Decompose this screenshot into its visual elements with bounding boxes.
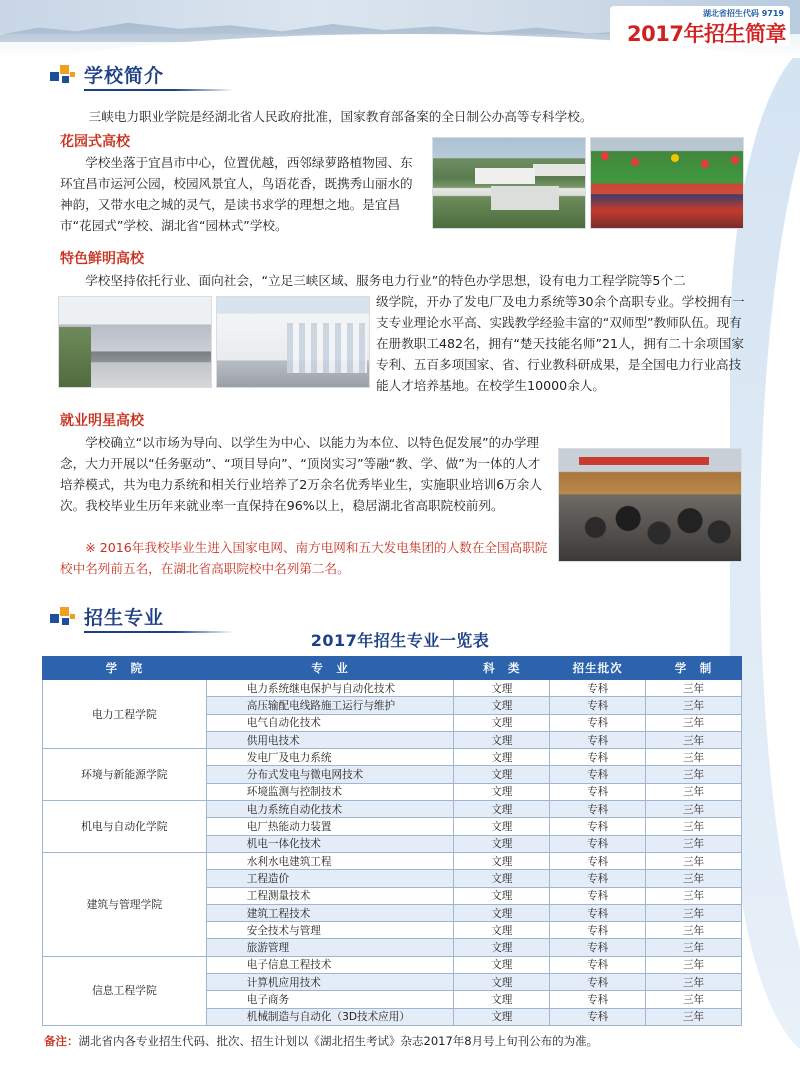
cell-duration: 三年 (646, 680, 742, 697)
cell-major: 工程测量技术 (206, 887, 454, 904)
cell-major: 电子信息工程技术 (206, 956, 454, 973)
garden-paragraph: 学校坐落于宜昌市中心，位置优越，西邻绿萝路植物园、东环宜昌市运河公园，校园风景宜人，鸟语花香，既携秀山丽水的神韵，又带水电之城的灵气，是读书求学的理想之地。是宜昌市“花园式”学校、湖北省“园林式”学校。 (60, 155, 413, 233)
employment-paragraph: 学校确立“以市场为导向、以学生为中心、以能力为本位、以特色促发展”的办学理念，大力开展以“任务驱动”、“项目导向”、“顶岗实习”等融“教、学、做”为一体的人才培养模式，共为电力系统和相关行业培养了2万余名优秀毕业生，实施职业培训6万余人次。我校毕业生历年来就业率一直保持在96%以上，稳居湖北省高职院校前列。 (60, 435, 542, 513)
intro-paragraph: 三峡电力职业学院是经湖北省人民政府批准，国家教育部备案的全日制公办高等专科学校。 (88, 109, 593, 124)
cell-major: 建筑工程技术 (206, 904, 454, 921)
cell-institute: 建筑与管理学院 (43, 852, 207, 956)
cell-category: 文理 (454, 870, 550, 887)
table-row (43, 680, 742, 697)
cell-batch: 专科 (550, 835, 646, 852)
cell-category: 文理 (454, 904, 550, 921)
header-duration: 学 制 (646, 657, 742, 680)
majors-table (42, 656, 742, 1026)
cell-duration: 三年 (646, 956, 742, 973)
campus-aerial-photo (432, 137, 586, 229)
cell-batch: 专科 (550, 870, 646, 887)
cell-major: 电力系统继电保护与自动化技术 (206, 680, 454, 697)
cell-major: 电厂热能动力装置 (206, 818, 454, 835)
squares-icon (50, 604, 78, 628)
feature-paragraph-top: 学校坚持依托行业、面向社会，“立足三峡区域、服务电力行业”的特色办学思想，设有电力工程学院等5个二 (85, 273, 686, 288)
header-batch: 招生批次 (550, 657, 646, 680)
table-title: 2017年招生专业一览表 (310, 631, 490, 650)
cell-duration: 三年 (646, 783, 742, 800)
cell-category: 文理 (454, 922, 550, 939)
table-body (43, 680, 742, 1026)
cell-category: 文理 (454, 974, 550, 991)
cell-batch: 专科 (550, 922, 646, 939)
cell-major: 旅游管理 (206, 939, 454, 956)
cell-duration: 三年 (646, 835, 742, 852)
feature-paragraph-rest: 级学院，开办了发电厂及电力系统等30余个高职专业。学校拥有一支专业理论水平高、实践教学经验丰富的“双师型”教师队伍。现有在册教职工482名，拥有“楚天技能名师”21人，拥有二十余项国家专利、五百多项国家、省、行业教科研成果，是全国电力行业高技能人才培养基地。在校学生10000余人。 (376, 294, 745, 393)
subheading-employment: 就业明星高校 (60, 413, 144, 429)
cell-category: 文理 (454, 1008, 550, 1025)
training-workshop-photo (58, 296, 212, 388)
cell-duration: 三年 (646, 766, 742, 783)
cell-major: 机电一体化技术 (206, 835, 454, 852)
cell-duration: 三年 (646, 991, 742, 1008)
table-row (43, 749, 742, 766)
cell-category: 文理 (454, 991, 550, 1008)
cell-category: 文理 (454, 680, 550, 697)
cell-category: 文理 (454, 714, 550, 731)
cell-category: 文理 (454, 731, 550, 748)
cell-duration: 三年 (646, 818, 742, 835)
cell-duration: 三年 (646, 974, 742, 991)
cell-duration: 三年 (646, 922, 742, 939)
cell-batch: 专科 (550, 852, 646, 869)
cell-major: 机械制造与自动化（3D技术应用） (206, 1008, 454, 1025)
cell-batch: 专科 (550, 783, 646, 800)
cell-major: 电力系统自动化技术 (206, 801, 454, 818)
cell-batch: 专科 (550, 991, 646, 1008)
cell-batch: 专科 (550, 939, 646, 956)
cell-batch: 专科 (550, 731, 646, 748)
cell-major: 分布式发电与微电网技术 (206, 766, 454, 783)
header-category: 科 类 (454, 657, 550, 680)
cell-batch: 专科 (550, 680, 646, 697)
cell-batch: 专科 (550, 887, 646, 904)
cell-duration: 三年 (646, 852, 742, 869)
cell-duration: 三年 (646, 870, 742, 887)
cell-major: 安全技术与管理 (206, 922, 454, 939)
header-major: 专 业 (206, 657, 454, 680)
cell-category: 文理 (454, 749, 550, 766)
employment-note: ※ 2016年我校毕业生进入国家电网、南方电网和五大发电集团的人数在全国高职院校中名列前五名，在湖北省高职院校中名列第二名。 (60, 540, 548, 576)
squares-icon (50, 62, 78, 86)
job-fair-photo (558, 448, 742, 562)
cell-major: 工程造价 (206, 870, 454, 887)
cell-category: 文理 (454, 835, 550, 852)
cell-category: 文理 (454, 697, 550, 714)
teaching-building-photo (216, 296, 370, 388)
cell-batch: 专科 (550, 697, 646, 714)
section-title: 招生专业 (84, 606, 165, 629)
cell-batch: 专科 (550, 766, 646, 783)
cell-category: 文理 (454, 956, 550, 973)
cell-duration: 三年 (646, 749, 742, 766)
cell-major: 电子商务 (206, 991, 454, 1008)
cell-major: 发电厂及电力系统 (206, 749, 454, 766)
brand-title: 2017年招生简章 (627, 22, 786, 46)
section-heading-intro (50, 56, 164, 92)
cell-institute: 机电与自动化学院 (43, 801, 207, 853)
cell-category: 文理 (454, 818, 550, 835)
brand-box (610, 6, 790, 46)
subheading-garden: 花园式高校 (60, 134, 130, 150)
cell-duration: 三年 (646, 801, 742, 818)
cell-batch: 专科 (550, 818, 646, 835)
section-title: 学校简介 (84, 64, 165, 87)
stadium-photo (590, 137, 744, 229)
cell-batch: 专科 (550, 904, 646, 921)
cell-duration: 三年 (646, 939, 742, 956)
table-row (43, 956, 742, 973)
cell-major: 水利水电建筑工程 (206, 852, 454, 869)
cell-duration: 三年 (646, 697, 742, 714)
cell-category: 文理 (454, 766, 550, 783)
cell-batch: 专科 (550, 714, 646, 731)
cell-duration: 三年 (646, 731, 742, 748)
cell-institute: 信息工程学院 (43, 956, 207, 1025)
table-row (43, 852, 742, 869)
cell-major: 高压输配电线路施工运行与维护 (206, 697, 454, 714)
table-row (43, 801, 742, 818)
cell-category: 文理 (454, 852, 550, 869)
cell-duration: 三年 (646, 904, 742, 921)
footnote (44, 1033, 598, 1049)
section-underline (84, 89, 234, 91)
cell-duration: 三年 (646, 714, 742, 731)
cell-category: 文理 (454, 887, 550, 904)
cell-category: 文理 (454, 801, 550, 818)
footnote-label: 备注： (44, 1034, 79, 1048)
cell-batch: 专科 (550, 956, 646, 973)
cell-duration: 三年 (646, 1008, 742, 1025)
cell-batch: 专科 (550, 801, 646, 818)
subheading-feature: 特色鲜明高校 (60, 251, 144, 267)
cell-category: 文理 (454, 783, 550, 800)
cell-institute: 电力工程学院 (43, 680, 207, 749)
brand-code: 湖北省招生代码 9719 (702, 9, 784, 18)
cell-major: 供用电技术 (206, 731, 454, 748)
cell-batch: 专科 (550, 1008, 646, 1025)
table-header-row (43, 657, 742, 680)
cell-major: 环境监测与控制技术 (206, 783, 454, 800)
cell-duration: 三年 (646, 887, 742, 904)
cell-major: 电气自动化技术 (206, 714, 454, 731)
cell-institute: 环境与新能源学院 (43, 749, 207, 801)
cell-batch: 专科 (550, 749, 646, 766)
footnote-text: 湖北省内各专业招生代码、批次、招生计划以《湖北招生考试》杂志2017年8月号上旬刊公布的为准。 (78, 1034, 599, 1048)
header-institute: 学 院 (43, 657, 207, 680)
cell-category: 文理 (454, 939, 550, 956)
cell-batch: 专科 (550, 974, 646, 991)
cell-major: 计算机应用技术 (206, 974, 454, 991)
